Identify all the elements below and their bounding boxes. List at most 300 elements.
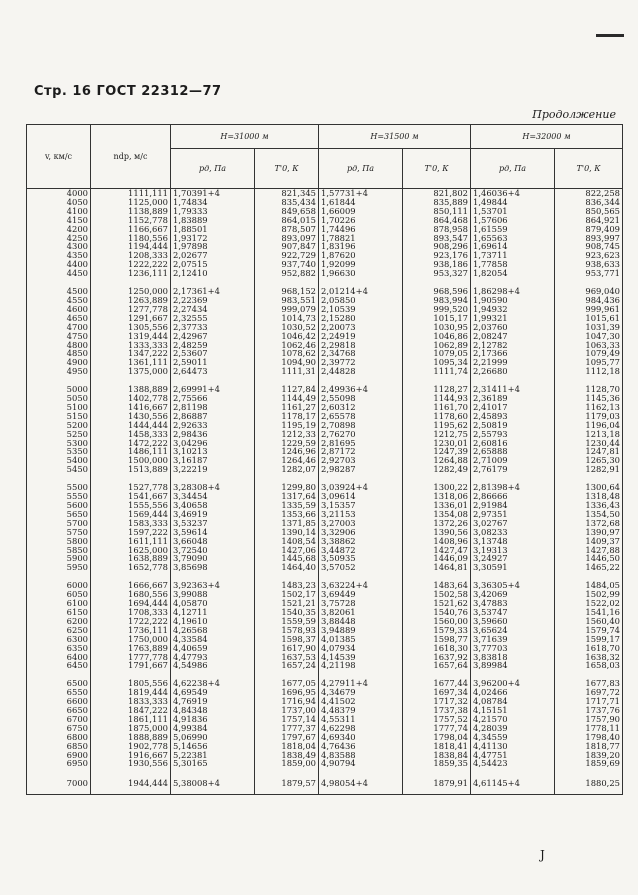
cell-pressure: 2,20073 bbox=[319, 323, 403, 332]
cell-v: 4950 bbox=[27, 367, 91, 376]
cell-pressure: 5,38008+4 bbox=[171, 768, 255, 794]
cell-temperature: 1145,36 bbox=[555, 394, 623, 403]
cell-temperature: 1014,73 bbox=[255, 314, 319, 323]
table-row bbox=[27, 572, 623, 590]
cell-temperature: 821,345 bbox=[255, 189, 319, 198]
cell-temperature: 1229,59 bbox=[255, 439, 319, 448]
cell-temperature: 1212,33 bbox=[255, 430, 319, 439]
cell-ndp: 1236,111 bbox=[91, 269, 171, 278]
cell-pressure: 3,27003 bbox=[319, 519, 403, 528]
cell-temperature: 968,596 bbox=[403, 278, 471, 296]
cell-pressure: 2,59011 bbox=[171, 358, 255, 367]
cell-temperature: 1522,02 bbox=[555, 599, 623, 608]
cell-temperature: 849,658 bbox=[255, 207, 319, 216]
cell-temperature: 1354,50 bbox=[555, 510, 623, 519]
cell-temperature: 1409,37 bbox=[555, 537, 623, 546]
cell-pressure: 4,26568 bbox=[171, 626, 255, 635]
cell-temperature: 1079,49 bbox=[555, 349, 623, 358]
cell-pressure: 3,77703 bbox=[471, 644, 555, 653]
cell-temperature: 1677,05 bbox=[255, 670, 319, 688]
cell-temperature: 1502,58 bbox=[403, 590, 471, 599]
cell-temperature: 983,551 bbox=[255, 296, 319, 305]
cell-temperature: 983,994 bbox=[403, 296, 471, 305]
cell-pressure: 3,59614 bbox=[171, 528, 255, 537]
cell-v: 4050 bbox=[27, 198, 91, 207]
cell-ndp: 1319,444 bbox=[91, 332, 171, 341]
cell-temperature: 1264,46 bbox=[255, 456, 319, 465]
cell-ndp: 1250,000 bbox=[91, 278, 171, 296]
cell-pressure: 3,65624 bbox=[471, 626, 555, 635]
cell-temperature: 1318,48 bbox=[555, 492, 623, 501]
cell-pressure: 2,81398+4 bbox=[471, 474, 555, 492]
cell-v: 6800 bbox=[27, 733, 91, 742]
cell-pressure: 1,61844 bbox=[319, 198, 403, 207]
cell-pressure: 1,53701 bbox=[471, 207, 555, 216]
cell-pressure: 3,04296 bbox=[171, 439, 255, 448]
cell-temperature: 1502,99 bbox=[555, 590, 623, 599]
cell-ndp: 1916,667 bbox=[91, 751, 171, 760]
cell-temperature: 1030,95 bbox=[403, 323, 471, 332]
table-row bbox=[27, 759, 623, 768]
cell-temperature: 1179,03 bbox=[555, 412, 623, 421]
cell-ndp: 1625,000 bbox=[91, 546, 171, 555]
cell-ndp: 1666,667 bbox=[91, 572, 171, 590]
cell-temperature: 1264,88 bbox=[403, 456, 471, 465]
cell-temperature: 1879,57 bbox=[255, 768, 319, 794]
cell-pressure: 2,24919 bbox=[319, 332, 403, 341]
cell-pressure: 1,61559 bbox=[471, 225, 555, 234]
cell-pressure: 2,12410 bbox=[171, 269, 255, 278]
cell-temperature: 999,079 bbox=[255, 305, 319, 314]
cell-temperature: 1354,08 bbox=[403, 510, 471, 519]
footer-mark: J bbox=[540, 848, 545, 862]
cell-pressure: 4,07934 bbox=[319, 644, 403, 653]
cell-temperature: 953,327 bbox=[403, 269, 471, 278]
cell-pressure: 1,86298+4 bbox=[471, 278, 555, 296]
cell-temperature: 1144,49 bbox=[255, 394, 319, 403]
cell-temperature: 1541,16 bbox=[555, 608, 623, 617]
cell-pressure: 2,92633 bbox=[171, 421, 255, 430]
cell-temperature: 1353,66 bbox=[255, 510, 319, 519]
cell-ndp: 1930,556 bbox=[91, 759, 171, 768]
cell-temperature: 1390,56 bbox=[403, 528, 471, 537]
cell-pressure: 1,93172 bbox=[171, 234, 255, 243]
cell-ndp: 1416,667 bbox=[91, 403, 171, 412]
cell-temperature: 1618,30 bbox=[403, 644, 471, 653]
cell-temperature: 850,565 bbox=[555, 207, 623, 216]
header-v: v, км/с bbox=[27, 125, 91, 189]
cell-ndp: 1208,333 bbox=[91, 251, 171, 260]
cell-v: 6850 bbox=[27, 742, 91, 751]
cell-pressure: 1,74496 bbox=[319, 225, 403, 234]
cell-temperature: 1212,75 bbox=[403, 430, 471, 439]
cell-v: 6150 bbox=[27, 608, 91, 617]
cell-ndp: 1680,556 bbox=[91, 590, 171, 599]
cell-pressure: 4,62298 bbox=[319, 724, 403, 733]
cell-pressure: 3,03924+4 bbox=[319, 474, 403, 492]
cell-temperature: 1598,37 bbox=[255, 635, 319, 644]
cell-ndp: 1486,111 bbox=[91, 447, 171, 456]
cell-ndp: 1944,444 bbox=[91, 768, 171, 794]
cell-pressure: 4,34559 bbox=[471, 733, 555, 742]
cell-ndp: 1750,000 bbox=[91, 635, 171, 644]
cell-temperature: 878,958 bbox=[403, 225, 471, 234]
cell-temperature: 1030,52 bbox=[255, 323, 319, 332]
cell-pressure: 1,97898 bbox=[171, 242, 255, 251]
cell-v: 5750 bbox=[27, 528, 91, 537]
corner-mark bbox=[596, 34, 624, 37]
cell-temperature: 864,921 bbox=[555, 216, 623, 225]
cell-temperature: 1578,93 bbox=[255, 626, 319, 635]
cell-pressure: 2,42967 bbox=[171, 332, 255, 341]
cell-temperature: 822,258 bbox=[555, 189, 623, 198]
cell-pressure: 1,69614 bbox=[471, 242, 555, 251]
cell-ndp: 1166,667 bbox=[91, 225, 171, 234]
cell-temperature: 1230,44 bbox=[555, 439, 623, 448]
cell-v: 6050 bbox=[27, 590, 91, 599]
cell-pressure: 4,84348 bbox=[171, 706, 255, 715]
cell-pressure: 3,36305+4 bbox=[471, 572, 555, 590]
cell-pressure: 3,02767 bbox=[471, 519, 555, 528]
cell-v: 4900 bbox=[27, 358, 91, 367]
cell-temperature: 1618,70 bbox=[555, 644, 623, 653]
cell-temperature: 1015,61 bbox=[555, 314, 623, 323]
cell-v: 4450 bbox=[27, 269, 91, 278]
cell-pressure: 3,57052 bbox=[319, 563, 403, 572]
cell-temperature: 1282,07 bbox=[255, 465, 319, 474]
cell-pressure: 4,01385 bbox=[319, 635, 403, 644]
cell-pressure: 2,29818 bbox=[319, 341, 403, 350]
cell-pressure: 2,36189 bbox=[471, 394, 555, 403]
cell-temperature: 1757,52 bbox=[403, 715, 471, 724]
cell-ndp: 1458,333 bbox=[91, 430, 171, 439]
cell-temperature: 923,176 bbox=[403, 251, 471, 260]
cell-temperature: 1047,30 bbox=[555, 332, 623, 341]
cell-v: 6950 bbox=[27, 759, 91, 768]
table-row bbox=[27, 269, 623, 278]
data-table bbox=[26, 124, 623, 795]
cell-temperature: 1111,74 bbox=[403, 367, 471, 376]
cell-pressure: 3,99088 bbox=[171, 590, 255, 599]
cell-temperature: 1094,90 bbox=[255, 358, 319, 367]
cell-pressure: 2,65578 bbox=[319, 412, 403, 421]
cell-pressure: 3,83818 bbox=[471, 653, 555, 662]
cell-v: 6750 bbox=[27, 724, 91, 733]
cell-v: 6300 bbox=[27, 635, 91, 644]
cell-temperature: 984,436 bbox=[555, 296, 623, 305]
cell-temperature: 1078,62 bbox=[255, 349, 319, 358]
cell-temperature: 938,186 bbox=[403, 260, 471, 269]
cell-ndp: 1805,556 bbox=[91, 670, 171, 688]
cell-pressure: 1,88501 bbox=[171, 225, 255, 234]
cell-pressure: 1,87620 bbox=[319, 251, 403, 260]
cell-pressure: 1,99321 bbox=[471, 314, 555, 323]
cell-pressure: 4,33584 bbox=[171, 635, 255, 644]
cell-temperature: 1657,24 bbox=[255, 661, 319, 670]
cell-temperature: 1195,62 bbox=[403, 421, 471, 430]
cell-ndp: 1333,333 bbox=[91, 341, 171, 350]
cell-temperature: 1196,04 bbox=[555, 421, 623, 430]
cell-v: 5550 bbox=[27, 492, 91, 501]
cell-pressure: 1,49844 bbox=[471, 198, 555, 207]
cell-ndp: 1861,111 bbox=[91, 715, 171, 724]
cell-pressure: 4,40659 bbox=[171, 644, 255, 653]
cell-pressure: 3,88448 bbox=[319, 617, 403, 626]
cell-temperature: 1062,46 bbox=[255, 341, 319, 350]
cell-temperature: 1371,85 bbox=[255, 519, 319, 528]
cell-ndp: 1152,778 bbox=[91, 216, 171, 225]
cell-pressure: 3,09614 bbox=[319, 492, 403, 501]
cell-v: 6500 bbox=[27, 670, 91, 688]
cell-temperature: 1178,17 bbox=[255, 412, 319, 421]
cell-temperature: 835,889 bbox=[403, 198, 471, 207]
cell-temperature: 1161,27 bbox=[255, 403, 319, 412]
cell-pressure: 2,39772 bbox=[319, 358, 403, 367]
cell-temperature: 1637,53 bbox=[255, 653, 319, 662]
cell-ndp: 1611,111 bbox=[91, 537, 171, 546]
cell-temperature: 1195,19 bbox=[255, 421, 319, 430]
cell-pressure: 2,45893 bbox=[471, 412, 555, 421]
cell-pressure: 3,30591 bbox=[471, 563, 555, 572]
cell-temperature: 969,040 bbox=[555, 278, 623, 296]
cell-v: 4400 bbox=[27, 260, 91, 269]
cell-pressure: 2,17361+4 bbox=[171, 278, 255, 296]
cell-temperature: 864,468 bbox=[403, 216, 471, 225]
cell-ndp: 1180,556 bbox=[91, 234, 171, 243]
cell-v: 5500 bbox=[27, 474, 91, 492]
cell-pressure: 4,14539 bbox=[319, 653, 403, 662]
cell-temperature: 1484,05 bbox=[555, 572, 623, 590]
cell-temperature: 1079,05 bbox=[403, 349, 471, 358]
cell-temperature: 1737,00 bbox=[255, 706, 319, 715]
cell-pressure: 1,73711 bbox=[471, 251, 555, 260]
cell-temperature: 893,547 bbox=[403, 234, 471, 243]
continuation-label: Продолжение bbox=[532, 108, 616, 121]
cell-pressure: 2,65888 bbox=[471, 447, 555, 456]
cell-pressure: 4,98054+4 bbox=[319, 768, 403, 794]
table-row bbox=[27, 474, 623, 492]
cell-temperature: 1818,41 bbox=[403, 742, 471, 751]
cell-temperature: 1716,94 bbox=[255, 697, 319, 706]
cell-temperature: 1757,90 bbox=[555, 715, 623, 724]
cell-pressure: 4,27911+4 bbox=[319, 670, 403, 688]
cell-v: 4650 bbox=[27, 314, 91, 323]
cell-ndp: 1138,889 bbox=[91, 207, 171, 216]
cell-temperature: 1178,60 bbox=[403, 412, 471, 421]
cell-pressure: 5,06990 bbox=[171, 733, 255, 742]
cell-pressure: 4,54423 bbox=[471, 759, 555, 768]
cell-pressure: 2,64473 bbox=[171, 367, 255, 376]
cell-pressure: 4,55311 bbox=[319, 715, 403, 724]
cell-temperature: 1757,14 bbox=[255, 715, 319, 724]
cell-pressure: 3,53237 bbox=[171, 519, 255, 528]
cell-temperature: 1111,31 bbox=[255, 367, 319, 376]
cell-v: 5850 bbox=[27, 546, 91, 555]
cell-v: 5000 bbox=[27, 376, 91, 394]
cell-temperature: 952,882 bbox=[255, 269, 319, 278]
header-height-3: H=32000 м bbox=[471, 125, 623, 149]
cell-v: 6350 bbox=[27, 644, 91, 653]
table-row bbox=[27, 563, 623, 572]
cell-ndp: 1388,889 bbox=[91, 376, 171, 394]
table-row bbox=[27, 278, 623, 296]
cell-pressure: 4,91836 bbox=[171, 715, 255, 724]
cell-pressure: 2,76179 bbox=[471, 465, 555, 474]
cell-ndp: 1125,000 bbox=[91, 198, 171, 207]
cell-ndp: 1722,222 bbox=[91, 617, 171, 626]
cell-ndp: 1277,778 bbox=[91, 305, 171, 314]
cell-ndp: 1527,778 bbox=[91, 474, 171, 492]
cell-temperature: 1798,40 bbox=[555, 733, 623, 742]
cell-ndp: 1708,333 bbox=[91, 608, 171, 617]
cell-temperature: 1818,04 bbox=[255, 742, 319, 751]
cell-temperature: 1677,44 bbox=[403, 670, 471, 688]
cell-pressure: 2,98436 bbox=[171, 430, 255, 439]
header-temperature: T'0, К bbox=[555, 149, 623, 189]
cell-pressure: 4,76436 bbox=[319, 742, 403, 751]
cell-temperature: 1521,21 bbox=[255, 599, 319, 608]
cell-ndp: 1347,222 bbox=[91, 349, 171, 358]
cell-pressure: 2,86887 bbox=[171, 412, 255, 421]
cell-temperature: 1390,97 bbox=[555, 528, 623, 537]
cell-pressure: 3,72540 bbox=[171, 546, 255, 555]
cell-pressure: 2,75566 bbox=[171, 394, 255, 403]
cell-pressure: 2,41017 bbox=[471, 403, 555, 412]
cell-pressure: 2,69991+4 bbox=[171, 376, 255, 394]
cell-v: 6400 bbox=[27, 653, 91, 662]
cell-temperature: 1560,00 bbox=[403, 617, 471, 626]
cell-ndp: 1569,444 bbox=[91, 510, 171, 519]
cell-pressure: 4,69549 bbox=[171, 688, 255, 697]
cell-pressure: 4,83588 bbox=[319, 751, 403, 760]
cell-pressure: 1,66009 bbox=[319, 207, 403, 216]
cell-ndp: 1791,667 bbox=[91, 661, 171, 670]
cell-temperature: 1127,84 bbox=[255, 376, 319, 394]
cell-pressure: 2,48259 bbox=[171, 341, 255, 350]
cell-pressure: 1,94932 bbox=[471, 305, 555, 314]
cell-temperature: 821,802 bbox=[403, 189, 471, 198]
cell-pressure: 3,16187 bbox=[171, 456, 255, 465]
cell-pressure: 2,26680 bbox=[471, 367, 555, 376]
cell-temperature: 1838,84 bbox=[403, 751, 471, 760]
cell-temperature: 1427,88 bbox=[555, 546, 623, 555]
cell-pressure: 3,21153 bbox=[319, 510, 403, 519]
cell-temperature: 1617,90 bbox=[255, 644, 319, 653]
cell-temperature: 1521,62 bbox=[403, 599, 471, 608]
cell-temperature: 1737,38 bbox=[403, 706, 471, 715]
table-row bbox=[27, 768, 623, 794]
cell-v: 6600 bbox=[27, 697, 91, 706]
cell-pressure: 4,19610 bbox=[171, 617, 255, 626]
table-row bbox=[27, 661, 623, 670]
cell-v: 4300 bbox=[27, 242, 91, 251]
cell-pressure: 3,96200+4 bbox=[471, 670, 555, 688]
cell-pressure: 4,05870 bbox=[171, 599, 255, 608]
cell-pressure: 3,24927 bbox=[471, 554, 555, 563]
cell-pressure: 1,57606 bbox=[471, 216, 555, 225]
cell-ndp: 1638,889 bbox=[91, 554, 171, 563]
cell-temperature: 999,961 bbox=[555, 305, 623, 314]
cell-temperature: 1335,59 bbox=[255, 501, 319, 510]
cell-v: 4200 bbox=[27, 225, 91, 234]
cell-ndp: 1694,444 bbox=[91, 599, 171, 608]
cell-temperature: 1427,06 bbox=[255, 546, 319, 555]
header-height-2: H=31500 м bbox=[319, 125, 471, 149]
cell-v: 4350 bbox=[27, 251, 91, 260]
cell-temperature: 922,729 bbox=[255, 251, 319, 260]
cell-ndp: 1444,444 bbox=[91, 421, 171, 430]
cell-pressure: 1,77858 bbox=[471, 260, 555, 269]
cell-pressure: 3,63224+4 bbox=[319, 572, 403, 590]
cell-temperature: 1777,37 bbox=[255, 724, 319, 733]
cell-v: 4850 bbox=[27, 349, 91, 358]
cell-pressure: 4,02466 bbox=[471, 688, 555, 697]
cell-temperature: 1818,77 bbox=[555, 742, 623, 751]
cell-v: 4600 bbox=[27, 305, 91, 314]
cell-temperature: 1598,77 bbox=[403, 635, 471, 644]
cell-temperature: 1540,35 bbox=[255, 608, 319, 617]
cell-pressure: 3,69449 bbox=[319, 590, 403, 599]
cell-temperature: 1372,68 bbox=[555, 519, 623, 528]
cell-ndp: 1111,111 bbox=[91, 189, 171, 198]
cell-pressure: 2,50819 bbox=[471, 421, 555, 430]
cell-temperature: 1390,14 bbox=[255, 528, 319, 537]
cell-temperature: 1637,92 bbox=[403, 653, 471, 662]
cell-temperature: 1063,33 bbox=[555, 341, 623, 350]
cell-temperature: 1879,91 bbox=[403, 768, 471, 794]
cell-temperature: 1247,39 bbox=[403, 447, 471, 456]
cell-pressure: 3,53747 bbox=[471, 608, 555, 617]
cell-pressure: 1,74834 bbox=[171, 198, 255, 207]
cell-temperature: 1880,25 bbox=[555, 768, 623, 794]
cell-pressure: 2,37733 bbox=[171, 323, 255, 332]
table-row bbox=[27, 367, 623, 376]
cell-temperature: 893,997 bbox=[555, 234, 623, 243]
cell-pressure: 2,71009 bbox=[471, 456, 555, 465]
cell-pressure: 4,54986 bbox=[171, 661, 255, 670]
cell-v: 5350 bbox=[27, 447, 91, 456]
cell-pressure: 4,15151 bbox=[471, 706, 555, 715]
cell-v: 4000 bbox=[27, 189, 91, 198]
cell-temperature: 908,745 bbox=[555, 242, 623, 251]
cell-ndp: 1194,444 bbox=[91, 242, 171, 251]
cell-pressure: 2,98287 bbox=[319, 465, 403, 474]
cell-v: 5400 bbox=[27, 456, 91, 465]
cell-v: 6650 bbox=[27, 706, 91, 715]
cell-temperature: 1112,18 bbox=[555, 367, 623, 376]
cell-v: 6100 bbox=[27, 599, 91, 608]
cell-v: 6450 bbox=[27, 661, 91, 670]
cell-pressure: 1,83889 bbox=[171, 216, 255, 225]
cell-pressure: 3,42069 bbox=[471, 590, 555, 599]
cell-temperature: 1408,54 bbox=[255, 537, 319, 546]
cell-temperature: 937,740 bbox=[255, 260, 319, 269]
cell-temperature: 1408,96 bbox=[403, 537, 471, 546]
cell-ndp: 1763,889 bbox=[91, 644, 171, 653]
cell-temperature: 1300,64 bbox=[555, 474, 623, 492]
cell-pressure: 3,32906 bbox=[319, 528, 403, 537]
cell-pressure: 4,12711 bbox=[171, 608, 255, 617]
cell-pressure: 3,66048 bbox=[171, 537, 255, 546]
cell-temperature: 907,847 bbox=[255, 242, 319, 251]
cell-pressure: 2,02677 bbox=[171, 251, 255, 260]
cell-v: 4800 bbox=[27, 341, 91, 350]
cell-pressure: 2,05850 bbox=[319, 296, 403, 305]
cell-pressure: 2,15280 bbox=[319, 314, 403, 323]
cell-ndp: 1902,778 bbox=[91, 742, 171, 751]
cell-temperature: 1031,39 bbox=[555, 323, 623, 332]
cell-temperature: 1859,35 bbox=[403, 759, 471, 768]
